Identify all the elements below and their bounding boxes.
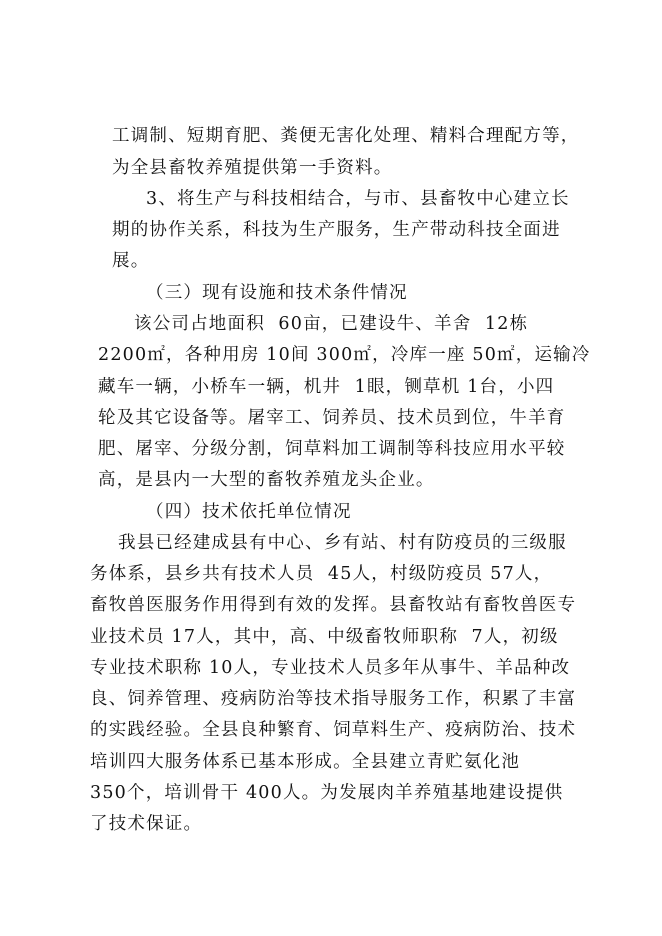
paragraph-line: 培训四大服务体系已基本形成。全县建立青贮氨化池 xyxy=(90,752,521,772)
section-heading: （三）现有设施和技术条件情况 xyxy=(146,283,408,303)
paragraph-line: 藏车一辆，小桥车一辆，机井 1眼，铡草机 1台，小四 xyxy=(98,377,555,397)
paragraph-line: 2200㎡，各种用房 10间 300㎡，冷库一座 50㎡，运输冷 xyxy=(98,345,591,365)
paragraph-line: 展。 xyxy=(112,251,150,271)
paragraph-line: 期的协作关系，科技为生产服务，生产带动科技全面进 xyxy=(112,220,561,240)
paragraph-line: 务体系，县乡共有技术人员 45人，村级防疫员 57人， xyxy=(90,564,553,584)
paragraph-line: 我县已经建成县有中心、乡有站、村有防疫员的三级服 xyxy=(118,533,567,553)
section-heading: （四）技术依托单位情况 xyxy=(146,502,352,522)
paragraph-line: 高，是县内一大型的畜牧养殖龙头企业。 xyxy=(98,470,435,490)
paragraph-line: 畜牧兽医服务作用得到有效的发挥。县畜牧站有畜牧兽医专 xyxy=(90,595,577,615)
paragraph-line: 专业技术职称 10人，专业技术人员多年从事牛、羊品种改 xyxy=(90,658,571,678)
paragraph-line: 3、将生产与科技相结合，与市、县畜牧中心建立长 xyxy=(146,189,570,209)
paragraph-line: 了技术保证。 xyxy=(90,814,203,834)
paragraph-line: 350个，培训骨干 400人。为发展肉羊养殖基地建设提供 xyxy=(90,783,564,803)
paragraph-line: 的实践经验。全县良种繁育、饲草料生产、疫病防治、技术 xyxy=(90,720,577,740)
paragraph-line: 肥、屠宰、分级分割，饲草料加工调制等科技应用水平较 xyxy=(98,439,566,459)
paragraph-line: 业技术员 17人，其中，高、中级畜牧师职称 7人，初级 xyxy=(90,627,559,647)
paragraph-line: 该公司占地面积 60亩，已建设牛、羊舍 12栋 xyxy=(134,314,529,334)
paragraph-line: 为全县畜牧养殖提供第一手资料。 xyxy=(112,158,393,178)
paragraph-line: 工调制、短期育肥、粪便无害化处理、精料合理配方等， xyxy=(112,126,580,146)
paragraph-line: 轮及其它设备等。屠宰工、饲养员、技术员到位，牛羊育 xyxy=(98,408,566,428)
paragraph-line: 良、饲养管理、疫病防治等技术指导服务工作，积累了丰富 xyxy=(90,689,577,709)
